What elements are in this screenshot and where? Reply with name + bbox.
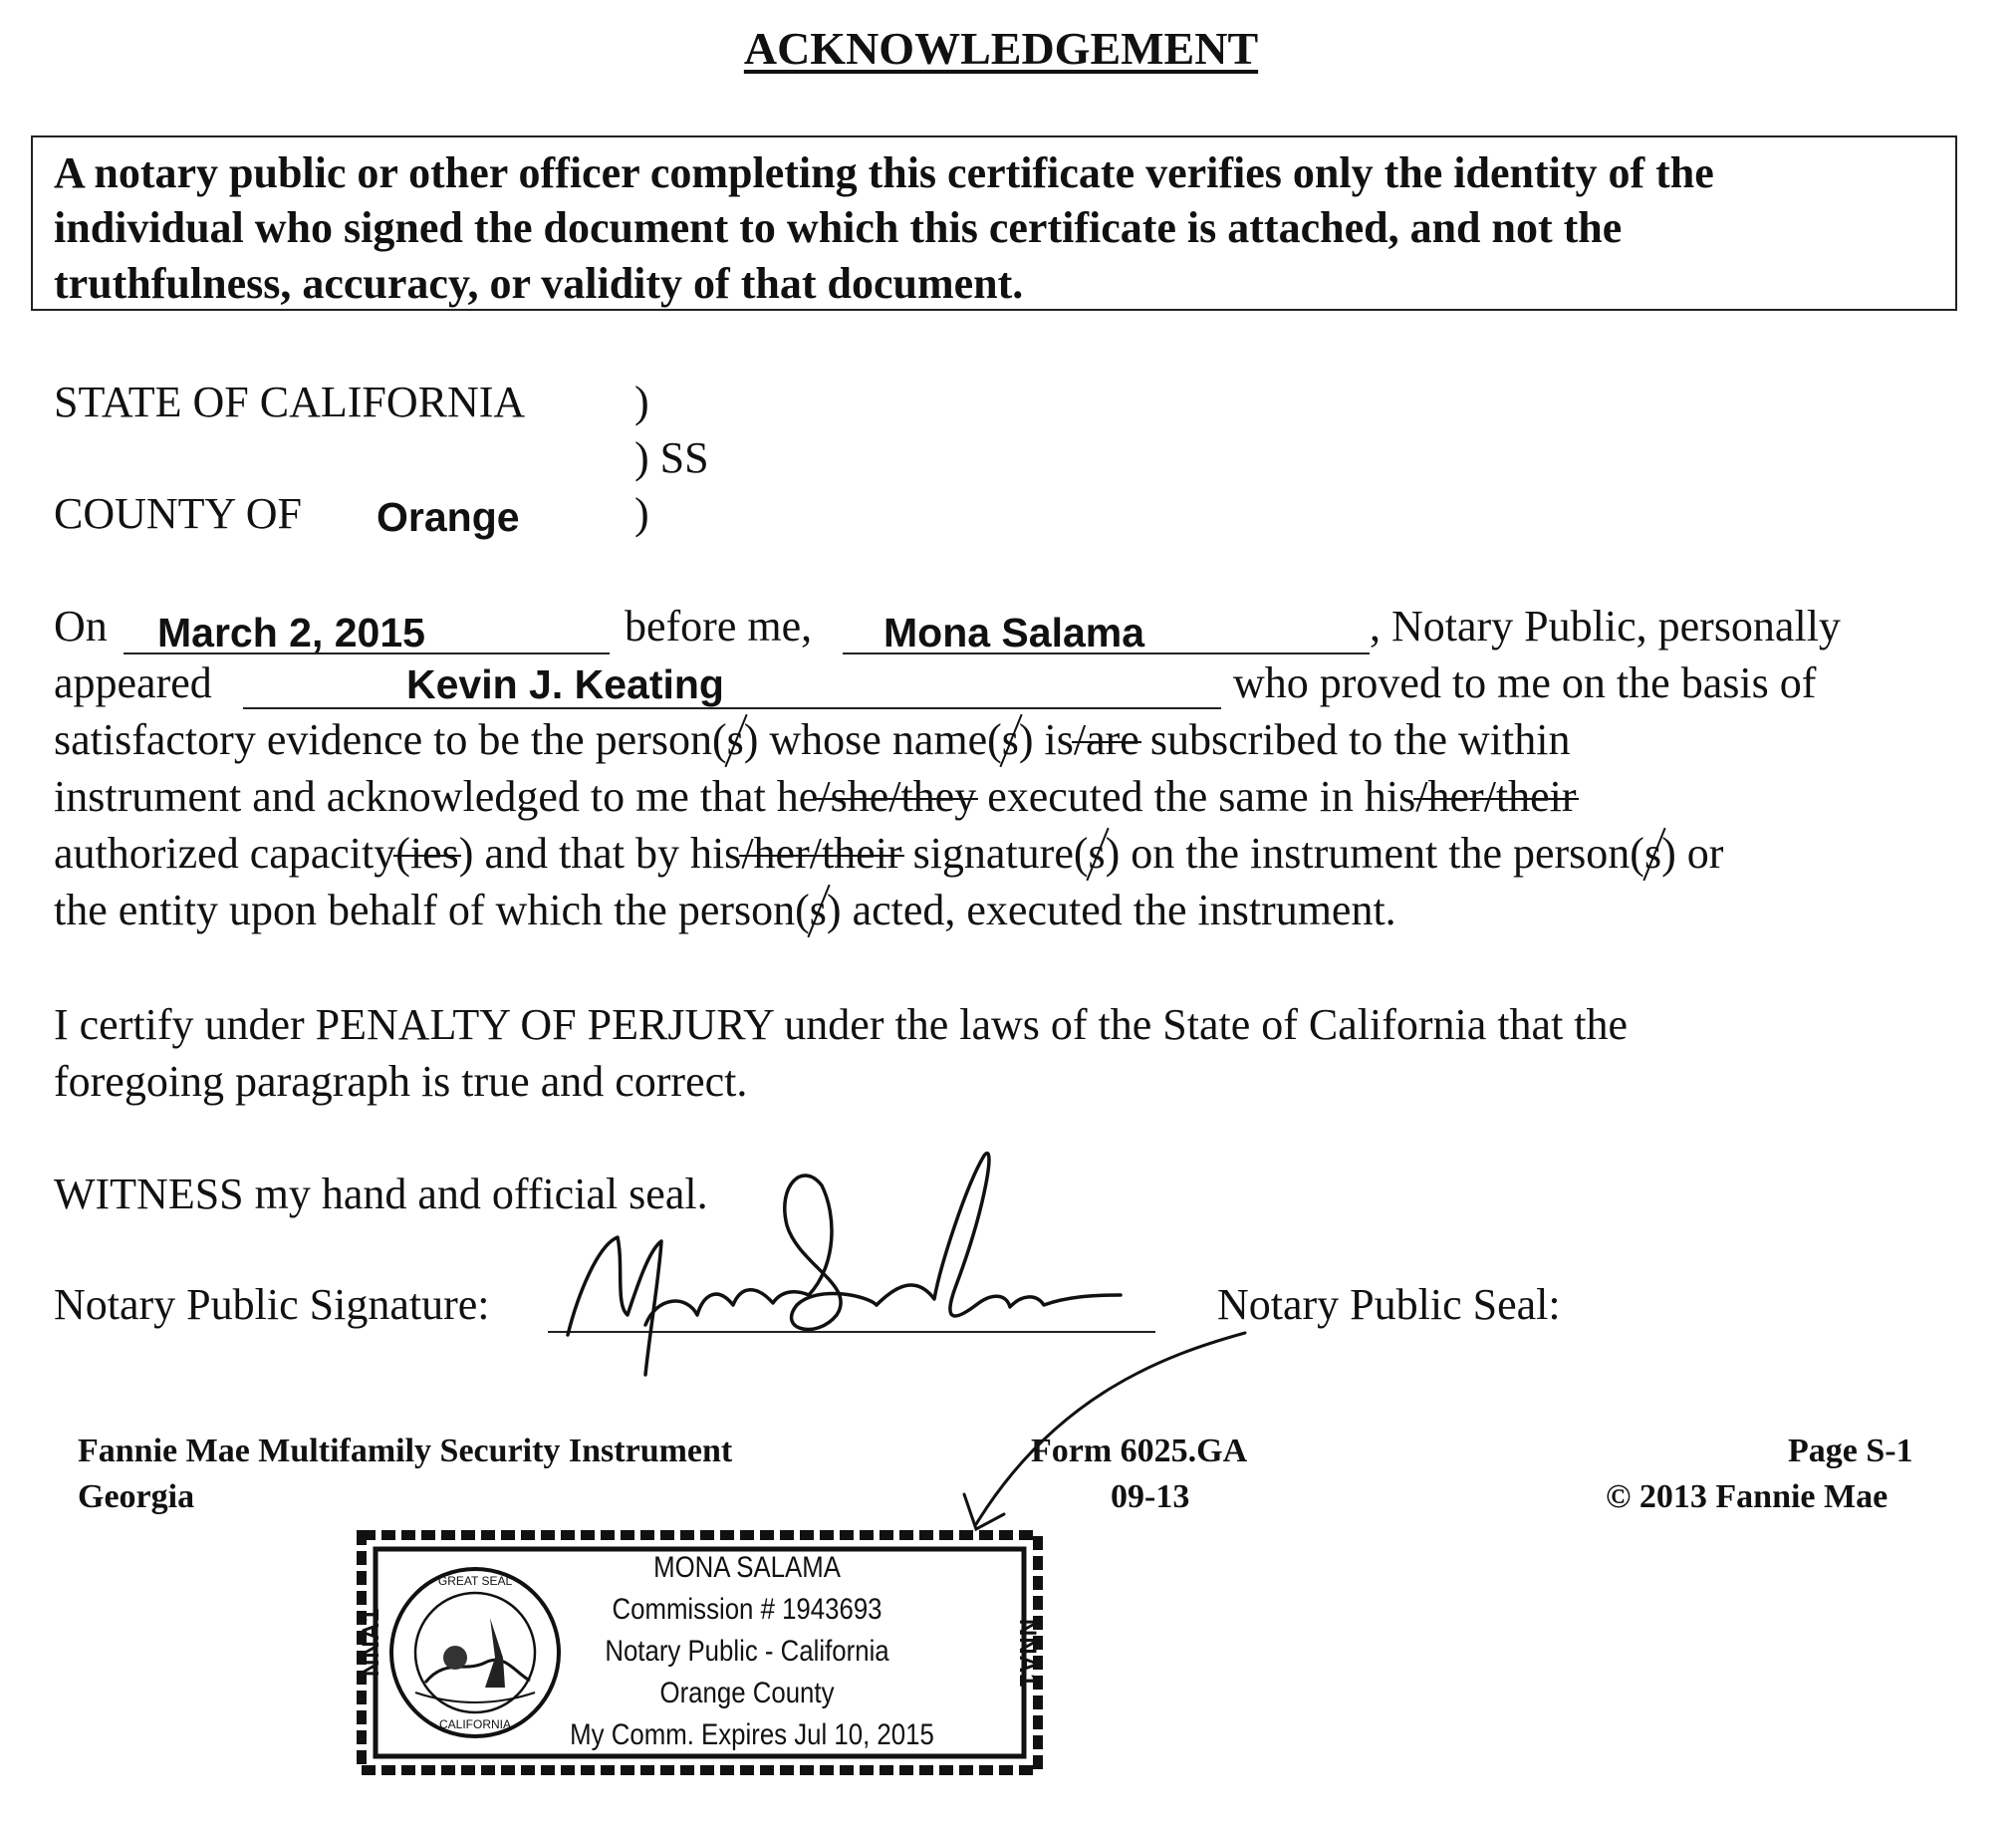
paragraph-line-4: [54, 771, 1577, 822]
notary-stamp: [354, 1527, 1046, 1778]
on-label: On: [54, 602, 108, 651]
certify-line-1: I certify under PENALTY OF PERJURY under the laws of the State of California that the: [54, 1000, 1629, 1049]
text-fragment: subscribed to the within: [1138, 715, 1571, 764]
stamp-expires: My Comm. Expires Jul 10, 2015: [570, 1718, 934, 1751]
state-label: STATE OF CALIFORNIA: [54, 378, 526, 426]
footer-copyright: © 2013 Fannie Mae: [1606, 1478, 1889, 1515]
document-title: ACKNOWLEDGEMENT: [743, 23, 1259, 74]
text-fragment: executed the same in his: [976, 772, 1416, 821]
footer-page: Page S-1: [1788, 1433, 1913, 1469]
text-fragment: authorized capacity: [54, 829, 396, 878]
paragraph-line-6: [54, 885, 1396, 935]
text-fragment: ) whose name(: [743, 715, 1002, 764]
venue-ss: ) SS: [634, 433, 709, 482]
struck-s: s: [1088, 829, 1106, 878]
california-seal-icon: [385, 1563, 565, 1742]
text-fragment: ) acted, executed the instrument.: [826, 886, 1396, 934]
notary-name-value: Mona Salama: [883, 610, 1145, 655]
text-fragment: satisfactory evidence to be the person(: [54, 715, 727, 764]
notice-line-2: individual who signed the document to which this certificate is attached, and not the: [54, 203, 1623, 252]
struck-ies: (ies: [395, 829, 459, 878]
county-label: COUNTY OF: [54, 489, 302, 538]
stamp-county: Orange County: [659, 1677, 835, 1709]
notary-name-underline: [843, 652, 1370, 654]
signer-name-value: Kevin J. Keating: [406, 661, 724, 707]
notice-line-3: truthfulness, accuracy, or validity of that document.: [54, 259, 1024, 308]
text-fragment: ) or: [1661, 829, 1724, 878]
text-fragment: ) and that by his: [458, 829, 742, 878]
struck-s: s: [809, 886, 827, 934]
stamp-side-code-left: NNA1: [358, 1607, 384, 1677]
notary-public-personally: , Notary Public, personally: [1370, 602, 1841, 651]
seal-label: Notary Public Seal:: [1217, 1280, 1561, 1329]
appeared-label: appeared: [54, 658, 212, 707]
witness-line: WITNESS my hand and official seal.: [54, 1170, 708, 1218]
struck-s: s: [1643, 829, 1662, 878]
stamp-name: MONA SALAMA: [653, 1551, 841, 1584]
notice-line-1: A notary public or other officer completing this certificate verifies only the identity of the: [54, 148, 1714, 197]
footer-instrument: Fannie Mae Multifamily Security Instrument: [78, 1433, 733, 1469]
text-fragment: ) on the instrument the person(: [1105, 829, 1644, 878]
signature-label: Notary Public Signature:: [54, 1280, 490, 1329]
text-fragment: instrument and acknowledged to me that he: [54, 772, 819, 821]
text-fragment: ) is: [1018, 715, 1074, 764]
svg-text:GREAT SEAL: GREAT SEAL: [437, 1574, 513, 1588]
struck-are: /are: [1073, 715, 1139, 764]
stamp-title: Notary Public - California: [605, 1635, 889, 1668]
footer-state: Georgia: [78, 1478, 195, 1515]
stamp-commission: Commission # 1943693: [612, 1593, 882, 1626]
svg-text:CALIFORNIA: CALIFORNIA: [438, 1717, 512, 1731]
county-value: Orange: [377, 494, 520, 540]
date-underline: [124, 652, 610, 654]
footer-form-number: Form 6025.GA: [1031, 1433, 1248, 1469]
stamp-side-code-right: NNA1: [1014, 1619, 1041, 1689]
certify-line-2: foregoing paragraph is true and correct.: [54, 1057, 748, 1106]
venue-paren-1: ): [634, 378, 649, 426]
signer-name-underline: [243, 707, 1221, 709]
struck-she-they: /she/they: [818, 772, 977, 821]
footer-form-date: 09-13: [1111, 1478, 1190, 1515]
paragraph-line-3: [54, 714, 1570, 765]
before-me-label: before me,: [625, 602, 813, 651]
paragraph-line-5: [54, 828, 1723, 879]
struck-s: s: [726, 715, 744, 764]
struck-her-their-2: /her/their: [741, 829, 902, 878]
text-fragment: signature(: [901, 829, 1089, 878]
struck-her-their: /her/their: [1415, 772, 1577, 821]
who-proved-text: who proved to me on the basis of: [1233, 658, 1817, 707]
text-fragment: the entity upon behalf of which the person(: [54, 886, 810, 934]
date-value: March 2, 2015: [157, 610, 425, 655]
venue-paren-2: ): [634, 489, 649, 538]
struck-s: s: [1001, 715, 1019, 764]
